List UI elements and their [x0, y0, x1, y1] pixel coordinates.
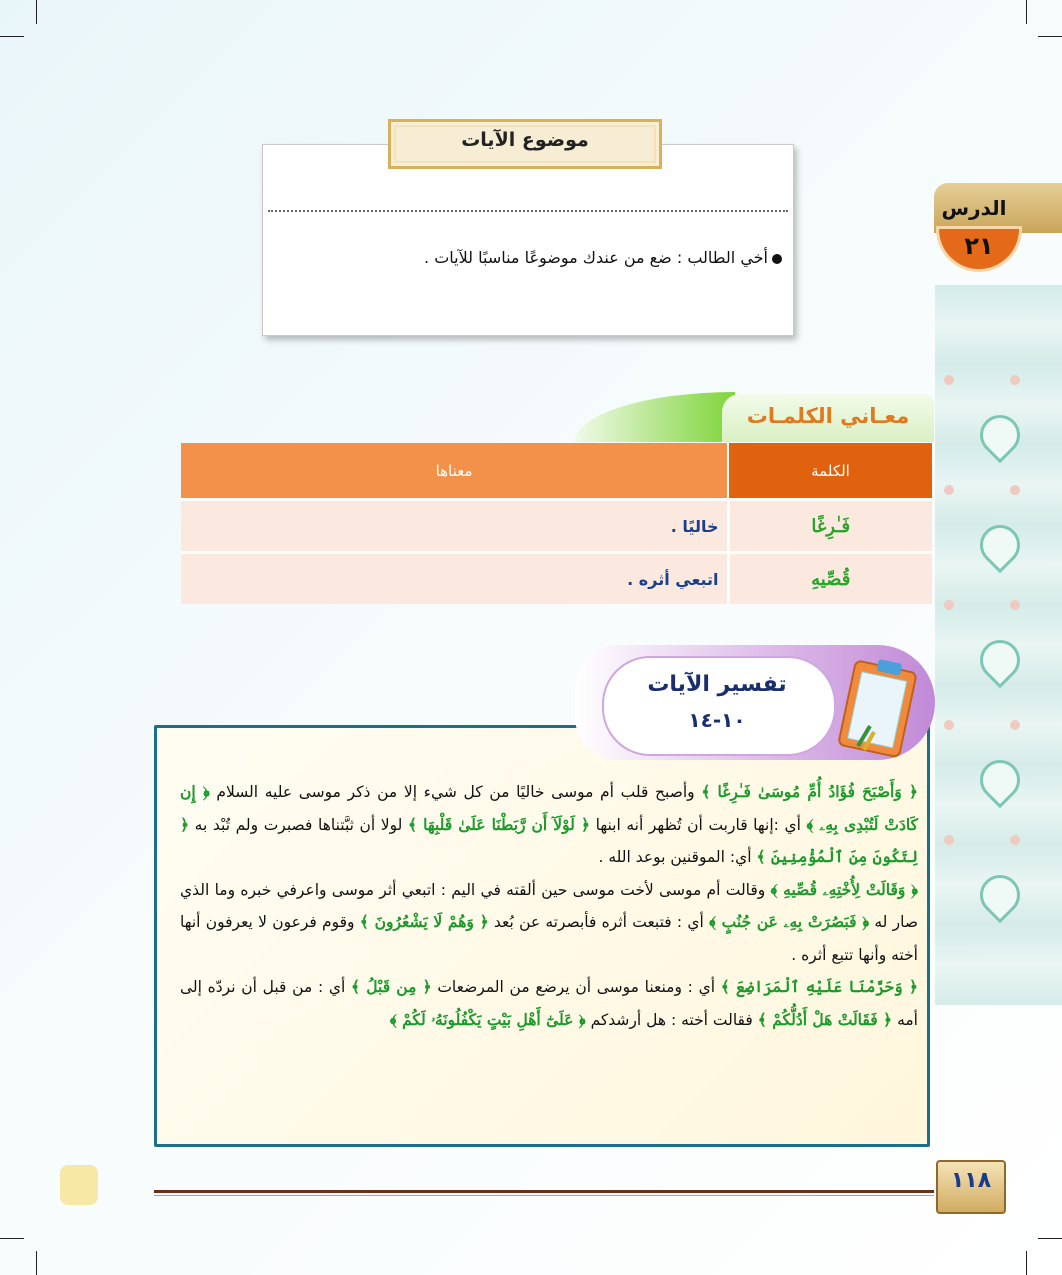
tafsir-explanation: أي: الموقنين بوعد الله .	[598, 848, 757, 866]
column-header-word: الكلمة	[728, 443, 932, 500]
footer-rule	[154, 1190, 934, 1193]
word-meanings-title: معـاني الكلمـات	[746, 404, 910, 428]
table-row	[181, 500, 932, 553]
quran-verse: ﴿ وَأَصْبَحَ فُؤَادُ أُمِّ مُوسَىٰ فَـٰرِغًا ﴾	[701, 782, 918, 801]
tafsir-explanation: وأصبح قلب أم موسى خاليًا من كل شيء إلا من ذكر موسى عليه السلام	[209, 783, 702, 801]
word-cell: قُصِّيهِ	[728, 553, 932, 605]
crop-mark	[36, 1251, 37, 1275]
table-header-row	[181, 443, 932, 500]
ornament-dot	[1010, 600, 1020, 610]
ornament-dot	[1010, 375, 1020, 385]
tafsir-explanation: أي : ومنعنا موسى أن يرضع من المرضعات	[431, 978, 721, 996]
crop-mark	[1038, 1238, 1062, 1239]
publisher-logo-icon	[60, 1165, 98, 1205]
ornament-dot	[1010, 720, 1020, 730]
crop-mark	[1026, 0, 1027, 24]
topic-answer-line[interactable]	[268, 210, 788, 212]
ornament-dot	[944, 600, 954, 610]
bullet-icon	[772, 254, 782, 264]
ornament-dot	[944, 720, 954, 730]
column-header-meaning: معناها	[181, 443, 728, 500]
lesson-label: الدرس	[941, 196, 1007, 220]
topic-instruction	[350, 248, 782, 267]
ornament-dot	[944, 485, 954, 495]
crop-mark	[0, 1238, 24, 1239]
lesson-number: ٢١	[964, 232, 994, 260]
tafsir-verse-range: ١٠-١٤	[688, 708, 746, 732]
topic-box	[262, 144, 794, 336]
clipboard-icon	[828, 656, 928, 766]
table-row	[181, 553, 932, 605]
quran-verse: ﴿ إِن كَادَتْ لَتُبْدِى بِهِۦ ﴾	[180, 782, 919, 834]
footer-rule-thin	[154, 1195, 934, 1196]
quran-verse: ﴿ وَقَالَتْ لِأُخْتِهِۦ قُصِّيهِ ﴾	[770, 879, 918, 899]
tafsir-explanation: أي : فتبعت أثره فأبصرته عن بُعد	[488, 913, 710, 931]
topic-title: موضوع الآيات	[461, 129, 589, 151]
meaning-cell: خاليًا .	[181, 500, 728, 553]
meaning-cell: اتبعي أثره .	[181, 553, 728, 605]
quran-verse: ﴿ مِن قَبْلُ ﴾	[351, 977, 432, 996]
topic-instruction-text: أخي الطالب : ضع من عندك موضوعًا مناسبًا للآيات .	[424, 248, 768, 267]
word-meanings-table	[181, 443, 932, 604]
ornament-dot	[1010, 835, 1020, 845]
crop-mark	[36, 0, 37, 24]
tafsir-text	[180, 776, 918, 1036]
word-cell: فَـٰرِغًا	[728, 500, 932, 553]
tafsir-explanation: وقالت أم موسى لأخت موسى حين ألقته في اليم : اتبعي أثر موسى واعرفي خبره وما الذي صار له	[180, 880, 918, 931]
quran-verse: ﴿ وَحَرَّمْنَا عَلَيْهِ ٱلْمَرَاضِعَ ﴾	[720, 977, 918, 996]
quran-verse: ﴿ لِتَكُونَ مِنَ ٱلْمُؤْمِنِينَ ﴾	[180, 814, 918, 866]
crop-mark	[0, 36, 24, 37]
quran-verse: ﴿ عَلَىٰٓ أَهْلِ بَيْتٍ يَكْفُلُونَهُۥ لَكُمْ ﴾	[389, 1009, 586, 1029]
ornament-dot	[944, 835, 954, 845]
tafsir-title: تفسير الآيات	[647, 672, 787, 697]
tafsir-explanation: فقالت أخته : هل أرشدكم	[585, 1010, 758, 1029]
tafsir-heading-pill	[602, 656, 836, 756]
crop-mark	[1026, 1251, 1027, 1275]
tafsir-explanation: أي :إنها قاربت أن تُظهر أنه ابنها	[590, 815, 807, 834]
quran-verse: ﴿ وَهُمْ لَا يَشْعُرُونَ ﴾	[359, 912, 489, 931]
tafsir-explanation: وقوم فرعون لا يعرفون أنها أخته وأنها تتبع أثره .	[180, 913, 918, 964]
ornament-dot	[944, 375, 954, 385]
quran-verse: ﴿ فَقَالَتْ هَلْ أَدُلُّكُمْ ﴾	[757, 1009, 893, 1029]
quran-verse: ﴿ لَوْلَآ أَن رَّبَطْنَا عَلَىٰ قَلْبِهَا ﴾	[407, 814, 591, 834]
ornament-dot	[1010, 485, 1020, 495]
tafsir-explanation: لولا أن ثبَّتناها فصبرت ولم تُبْد به	[189, 815, 408, 834]
page-number: ١١٨	[950, 1168, 992, 1193]
crop-mark	[1038, 36, 1062, 37]
quran-verse: ﴿ فَبَصُرَتْ بِهِۦ عَن جُنُبٍ ﴾	[709, 912, 870, 931]
tafsir-explanation: أي : من قبل أن نردّه إلى أمه	[180, 978, 918, 1029]
